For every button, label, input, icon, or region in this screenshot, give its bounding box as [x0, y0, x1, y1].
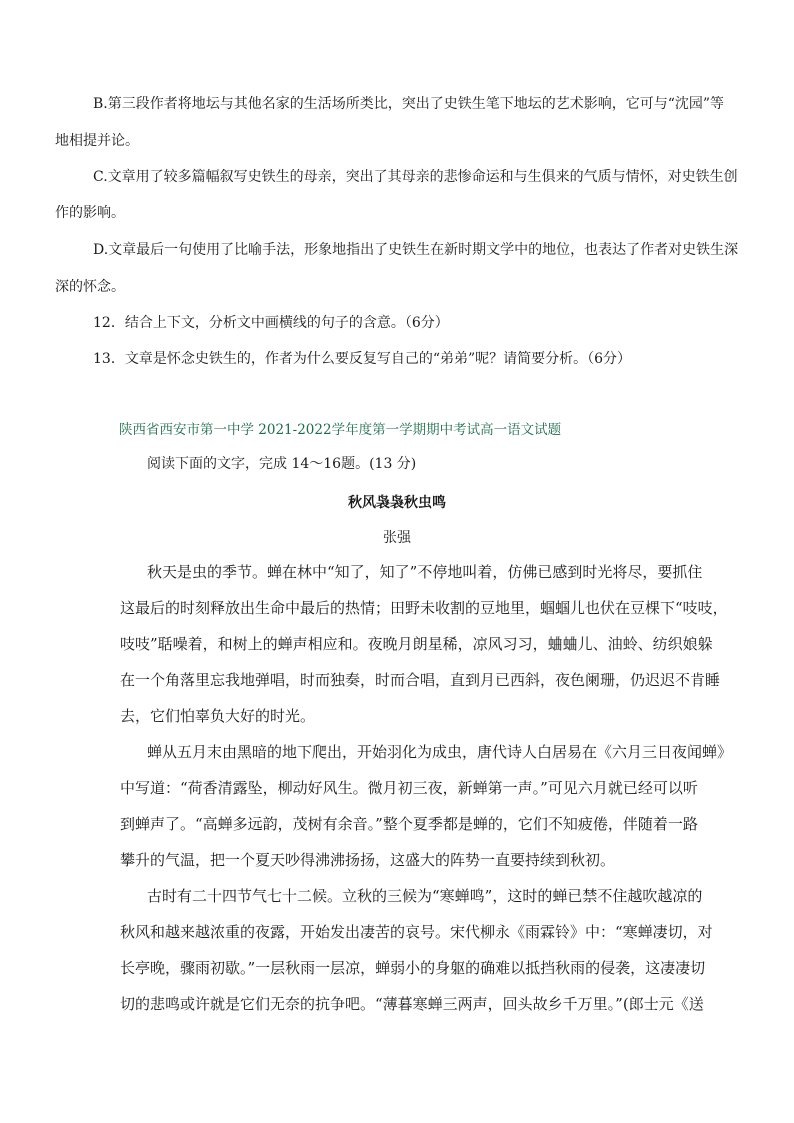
body-line: 中写道：“荷香清露坠，柳动好风生。微月初三夜，新蝉第一声。”可见六月就已经可以听	[120, 779, 698, 797]
option-b-line-2: 地相提并论。	[55, 133, 139, 149]
body-line: 古时有二十四节气七十二候。立秋的三候为“寒蝉鸣”，这时的蝉已禁不住越吹越凉的	[147, 887, 703, 905]
question-12: 12．结合上下文，分析文中画横线的句子的含意。（6分）	[93, 315, 449, 331]
body-line: 在一个角落里忘我地弹唱，时而独奏，时而合唱，直到月已西斜，夜色阑珊，仍迟迟不肯睡	[120, 671, 721, 689]
body-line: 吱吱”聒噪着，和树上的蝉声相应和。夜晚月朗星稀，凉风习习，蛐蛐儿、油蛉、纺织娘躲	[120, 635, 713, 653]
article-author: 张强	[383, 530, 411, 546]
option-b-line-1: B.第三段作者将地坛与其他名家的生活场所类比，突出了史铁生笔下地坛的艺术影响，它可与“沈园”等	[93, 96, 725, 112]
body-line: 切的悲鸣或许就是它们无奈的抗争吧。“薄暮寒蝉三两声，回头故乡千万里。”(郎士元《送	[120, 995, 704, 1013]
body-line: 秋天是虫的季节。蝉在林中“知了，知了”不停地叫着，仿佛已感到时光将尽，要抓住	[147, 563, 703, 581]
body-line: 蝉从五月末由黑暗的地下爬出，开始羽化为成虫，唐代诗人白居易在《六月三日夜闻蝉》	[147, 743, 733, 761]
reading-instruction: 阅读下面的文字，完成 14～16题。(13 分)	[147, 456, 417, 472]
source-title: 陕西省西安市第一中学 2021-2022学年度第一学期期中考试高一语文试题	[119, 422, 562, 438]
body-line: 去，它们怕辜负大好的时光。	[120, 707, 316, 725]
option-d-line-1: D.文章最后一句使用了比喻手法，形象地指出了史铁生在新时期文学中的地位，也表达了作者对史铁生深	[93, 242, 739, 258]
article-title: 秋风袅袅秋虫鸣	[348, 495, 446, 511]
option-d-line-2: 深的怀念。	[55, 279, 125, 295]
body-line: 秋风和越来越浓重的夜露，开始发出凄苦的哀号。宋代柳永《雨霖铃》中：“寒蝉凄切，对	[120, 923, 713, 941]
option-c-line-2: 作的影响。	[55, 205, 125, 221]
body-line: 攀升的气温，把一个夏天吵得沸沸扬扬，这盛大的阵势一直要持续到秋初。	[120, 851, 616, 869]
body-line: 到蝉声了。“高蝉多远韵，茂树有余音。”整个夏季都是蝉的，它们不知疲倦，伴随着一路	[120, 815, 698, 833]
body-line: 长亭晚，骤雨初歇。”一层秋雨一层凉，蝉弱小的身躯的确难以抵挡秋雨的侵袭，这凄凄切	[120, 959, 706, 977]
body-line: 这最后的时刻释放出生命中最后的热情；田野未收割的豆地里，蝈蝈儿也伏在豆棵下“吱吱，	[120, 599, 728, 617]
question-13: 13．文章是怀念史铁生的，作者为什么要反复写自己的“弟弟”呢？请简要分析。（6分）	[93, 351, 632, 367]
option-c-line-1: C.文章用了较多篇幅叙写史铁生的母亲，突出了其母亲的悲惨命运和与生俱来的气质与情怀，对史铁生创	[93, 169, 738, 185]
